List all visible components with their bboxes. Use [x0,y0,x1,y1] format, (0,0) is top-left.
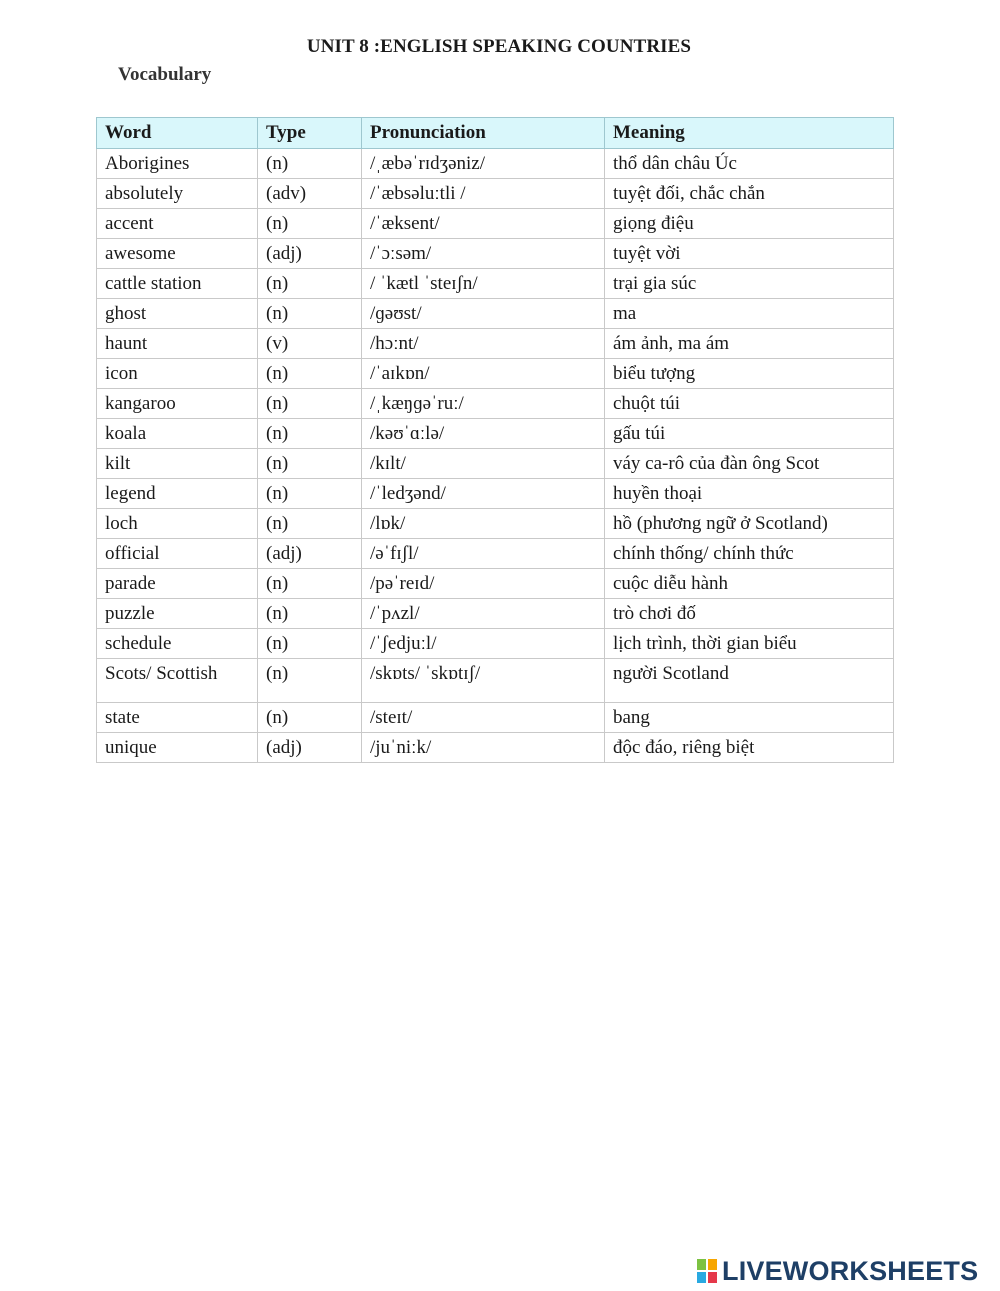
cell-meaning: tuyệt đối, chắc chắn [605,179,894,209]
liveworksheets-wordmark: LIVEWORKSHEETS [722,1255,979,1286]
liveworksheets-logo-icon [696,1258,718,1284]
cell-word: kangaroo [97,389,258,419]
cell-word: kilt [97,449,258,479]
table-row [97,509,894,539]
cell-type: (adj) [258,239,362,269]
table-row [97,479,894,509]
cell-word: icon [97,359,258,389]
cell-type: (n) [258,703,362,733]
cell-meaning: trò chơi đố [605,599,894,629]
column-header-type: Type [258,118,362,149]
cell-meaning: gấu túi [605,419,894,449]
cell-type: (n) [258,389,362,419]
cell-word: awesome [97,239,258,269]
cell-type: (n) [258,299,362,329]
table-row [97,733,894,763]
cell-type: (n) [258,359,362,389]
cell-word: loch [97,509,258,539]
cell-meaning: chính thống/ chính thức [605,539,894,569]
cell-pronunciation: /ˈledʒənd/ [362,479,605,509]
cell-pronunciation: /hɔːnt/ [362,329,605,359]
cell-pronunciation: /ˈæksent/ [362,209,605,239]
cell-type: (n) [258,209,362,239]
cell-word: haunt [97,329,258,359]
cell-meaning: độc đáo, riêng biệt [605,733,894,763]
cell-word: cattle station [97,269,258,299]
table-row [97,239,894,269]
cell-pronunciation: /ˈpʌzl/ [362,599,605,629]
cell-pronunciation: /ɡəʊst/ [362,299,605,329]
cell-type: (n) [258,629,362,659]
cell-pronunciation: /ˌkæŋɡəˈruː/ [362,389,605,419]
cell-word: Scots/ Scottish [97,659,258,703]
cell-type: (adv) [258,179,362,209]
table-row [97,419,894,449]
cell-type: (adj) [258,539,362,569]
vocabulary-table-body [97,149,894,763]
cell-pronunciation: /juˈniːk/ [362,733,605,763]
cell-meaning: giọng điệu [605,209,894,239]
cell-meaning: trại gia súc [605,269,894,299]
vocabulary-table [96,117,894,763]
cell-type: (v) [258,329,362,359]
cell-type: (n) [258,509,362,539]
cell-word: absolutely [97,179,258,209]
table-row [97,539,894,569]
cell-type: (n) [258,659,362,703]
cell-type: (n) [258,149,362,179]
logo-square-blue [696,1271,707,1284]
cell-meaning: chuột túi [605,389,894,419]
liveworksheets-branding [696,1255,978,1287]
table-header-row [97,118,894,149]
cell-meaning: thổ dân châu Úc [605,149,894,179]
cell-word: puzzle [97,599,258,629]
cell-type: (adj) [258,733,362,763]
cell-pronunciation: /kəʊˈɑːlə/ [362,419,605,449]
cell-word: Aborigines [97,149,258,179]
cell-type: (n) [258,479,362,509]
table-row [97,659,894,703]
table-row [97,629,894,659]
table-row [97,569,894,599]
cell-meaning: người Scotland [605,659,894,703]
cell-word: legend [97,479,258,509]
cell-meaning: bang [605,703,894,733]
column-header-meaning: Meaning [605,118,894,149]
cell-word: unique [97,733,258,763]
cell-word: state [97,703,258,733]
cell-pronunciation: /lɒk/ [362,509,605,539]
cell-word: koala [97,419,258,449]
section-subtitle: Vocabulary [118,64,212,85]
logo-square-red [707,1271,718,1284]
cell-type: (n) [258,599,362,629]
cell-word: official [97,539,258,569]
cell-meaning: tuyệt vời [605,239,894,269]
cell-pronunciation: /pəˈreɪd/ [362,569,605,599]
table-row [97,209,894,239]
logo-square-green [696,1258,707,1271]
cell-word: ghost [97,299,258,329]
cell-type: (n) [258,449,362,479]
cell-type: (n) [258,569,362,599]
cell-pronunciation: /ˈɔːsəm/ [362,239,605,269]
table-row [97,599,894,629]
table-row [97,269,894,299]
table-row [97,359,894,389]
cell-meaning: váy ca-rô của đàn ông Scot [605,449,894,479]
cell-meaning: ma [605,299,894,329]
column-header-word: Word [97,118,258,149]
table-row [97,149,894,179]
cell-pronunciation: /ˌæbəˈrɪdʒəniz/ [362,149,605,179]
cell-meaning: lịch trình, thời gian biểu [605,629,894,659]
cell-pronunciation: /ˈaɪkɒn/ [362,359,605,389]
cell-pronunciation: /ˈæbsəluːtli / [362,179,605,209]
cell-pronunciation: /steɪt/ [362,703,605,733]
cell-type: (n) [258,419,362,449]
cell-pronunciation: / ˈkætl ˈsteɪʃn/ [362,269,605,299]
table-row [97,329,894,359]
cell-pronunciation: /skɒts/ ˈskɒtɪʃ/ [362,659,605,703]
cell-pronunciation: /kɪlt/ [362,449,605,479]
cell-word: parade [97,569,258,599]
column-header-pronunciation: Pronunciation [362,118,605,149]
cell-meaning: ám ảnh, ma ám [605,329,894,359]
cell-meaning: hồ (phương ngữ ở Scotland) [605,509,894,539]
table-row [97,449,894,479]
table-row [97,299,894,329]
cell-pronunciation: /ˈʃedjuːl/ [362,629,605,659]
cell-type: (n) [258,269,362,299]
cell-meaning: cuộc diễu hành [605,569,894,599]
cell-pronunciation: /əˈfɪʃl/ [362,539,605,569]
logo-square-orange [707,1258,718,1271]
document-title: UNIT 8 :ENGLISH SPEAKING COUNTRIES [306,36,692,57]
cell-word: accent [97,209,258,239]
table-row [97,703,894,733]
table-row [97,389,894,419]
cell-word: schedule [97,629,258,659]
table-row [97,179,894,209]
cell-meaning: huyền thoại [605,479,894,509]
cell-meaning: biểu tượng [605,359,894,389]
